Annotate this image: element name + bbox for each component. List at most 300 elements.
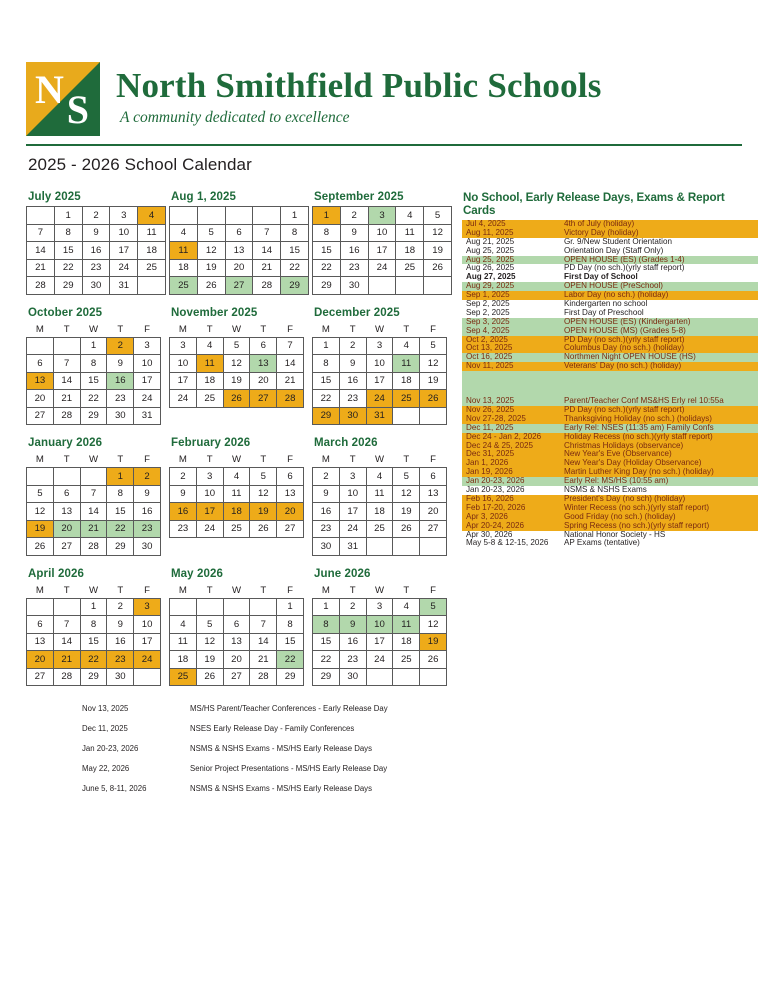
day-cell[interactable]: 14	[80, 503, 107, 521]
legend-description: Northmen Night OPEN HOUSE (HS)	[560, 353, 758, 362]
day-cell[interactable]: 17	[110, 242, 138, 260]
day-cell[interactable]: 22	[107, 520, 134, 538]
day-cell[interactable]: 13	[420, 485, 447, 503]
day-cell[interactable]: 27	[27, 668, 54, 686]
day-cell[interactable]: 4	[393, 598, 420, 616]
day-cell[interactable]: 10	[366, 355, 393, 373]
day-cell[interactable]: 29	[313, 407, 340, 425]
day-cell[interactable]: 15	[313, 633, 340, 651]
day-cell[interactable]: 24	[134, 651, 161, 669]
day-cell[interactable]: 11	[170, 242, 198, 260]
day-cell[interactable]: 28	[53, 407, 80, 425]
day-cell[interactable]: 14	[27, 242, 55, 260]
day-cell[interactable]: 26	[223, 390, 250, 408]
day-cell[interactable]: 7	[250, 616, 277, 634]
day-cell[interactable]: 24	[134, 390, 161, 408]
day-cell[interactable]: 14	[53, 372, 80, 390]
day-cell[interactable]: 5	[250, 468, 277, 486]
day-cell[interactable]: 29	[54, 277, 82, 295]
day-cell[interactable]: 17	[339, 503, 366, 521]
day-cell[interactable]: 13	[223, 633, 250, 651]
day-cell[interactable]: 14	[253, 242, 281, 260]
day-cell[interactable]: 6	[27, 616, 54, 634]
day-cell[interactable]: 18	[138, 242, 166, 260]
day-cell[interactable]: 22	[313, 259, 341, 277]
day-cell[interactable]: 21	[27, 259, 55, 277]
week-row	[27, 520, 161, 538]
day-cell[interactable]: 16	[82, 242, 110, 260]
day-cell[interactable]: 27	[277, 520, 304, 538]
day-cell[interactable]: 28	[27, 277, 55, 295]
day-cell[interactable]: 16	[339, 633, 366, 651]
day-cell[interactable]: 31	[110, 277, 138, 295]
day-cell[interactable]: 8	[54, 224, 82, 242]
day-cell[interactable]: 9	[339, 616, 366, 634]
day-cell[interactable]: 6	[53, 485, 80, 503]
weekday-header: T	[63, 454, 70, 465]
day-cell[interactable]: 22	[54, 259, 82, 277]
day-cell[interactable]: 3	[366, 598, 393, 616]
day-cell[interactable]: 23	[107, 651, 134, 669]
day-cell[interactable]: 1	[313, 207, 341, 225]
day-cell[interactable]: 18	[170, 651, 197, 669]
day-cell[interactable]: 31	[134, 407, 161, 425]
day-cell[interactable]: 21	[53, 651, 80, 669]
weekday-header: W	[88, 323, 99, 335]
day-cell[interactable]: 20	[27, 390, 54, 408]
day-cell[interactable]: 10	[110, 224, 138, 242]
day-cell[interactable]: 1	[54, 207, 82, 225]
day-cell[interactable]: 5	[420, 598, 447, 616]
day-cell[interactable]: 27	[53, 538, 80, 556]
day-cell-empty	[134, 668, 161, 686]
day-cell[interactable]: 13	[27, 633, 54, 651]
day-cell[interactable]: 23	[340, 259, 368, 277]
day-cell[interactable]: 8	[80, 616, 107, 634]
day-cell[interactable]: 30	[107, 668, 134, 686]
day-cell[interactable]: 2	[339, 598, 366, 616]
day-cell[interactable]: 18	[393, 372, 420, 390]
legend-description: 4th of July (holiday)	[560, 220, 758, 229]
day-cell[interactable]: 30	[339, 668, 366, 686]
day-cell[interactable]: 24	[170, 390, 197, 408]
day-cell[interactable]: 29	[313, 277, 341, 295]
day-cell[interactable]: 3	[134, 598, 161, 616]
day-cell[interactable]: 7	[27, 224, 55, 242]
day-cell[interactable]: 1	[313, 337, 340, 355]
day-cell[interactable]: 29	[281, 277, 309, 295]
day-cell[interactable]: 16	[339, 372, 366, 390]
legend-description: National Honor Society - HS	[560, 531, 758, 540]
day-cell[interactable]: 20	[277, 503, 304, 521]
day-cell[interactable]: 5	[424, 207, 452, 225]
legend-date: Oct 2, 2025	[462, 336, 560, 345]
day-cell[interactable]: 13	[277, 485, 304, 503]
day-cell[interactable]: 9	[107, 355, 134, 373]
day-cell[interactable]: 2	[339, 337, 366, 355]
day-cell[interactable]: 10	[339, 485, 366, 503]
day-cell[interactable]: 5	[393, 468, 420, 486]
day-cell[interactable]: 15	[281, 242, 309, 260]
day-cell[interactable]: 11	[196, 355, 223, 373]
weekday-header-row	[170, 452, 304, 468]
day-cell[interactable]: 25	[138, 259, 166, 277]
footnote-description: Senior Project Presentations - MS/HS Early Release Day	[190, 763, 388, 773]
day-cell[interactable]: 25	[223, 520, 250, 538]
day-cell[interactable]: 4	[223, 468, 250, 486]
day-cell[interactable]: 7	[277, 337, 304, 355]
day-cell[interactable]: 25	[170, 277, 198, 295]
day-cell[interactable]: 9	[82, 224, 110, 242]
day-cell[interactable]: 19	[420, 372, 447, 390]
week-row	[27, 598, 161, 616]
legend-description: Veterans' Day (no sch.) (holiday)	[560, 362, 758, 371]
day-cell[interactable]: 2	[170, 468, 197, 486]
day-cell[interactable]: 19	[420, 633, 447, 651]
day-cell[interactable]: 30	[107, 407, 134, 425]
day-cell[interactable]: 24	[366, 390, 393, 408]
day-cell[interactable]: 10	[196, 485, 223, 503]
day-cell[interactable]: 7	[53, 355, 80, 373]
day-cell[interactable]: 16	[107, 372, 134, 390]
day-cell[interactable]: 21	[253, 259, 281, 277]
day-cell[interactable]: 18	[223, 503, 250, 521]
day-cell[interactable]: 12	[196, 633, 223, 651]
month-name: April 2026	[28, 567, 84, 580]
day-cell[interactable]: 13	[53, 503, 80, 521]
day-cell[interactable]: 15	[80, 372, 107, 390]
day-cell[interactable]: 15	[54, 242, 82, 260]
legend-description: PD Day (no sch.)(yrly staff report)	[560, 264, 758, 273]
day-cell[interactable]: 9	[134, 485, 161, 503]
day-cell[interactable]: 11	[396, 224, 424, 242]
day-cell[interactable]: 18	[170, 259, 198, 277]
day-cell[interactable]: 8	[80, 355, 107, 373]
day-cell[interactable]: 17	[366, 372, 393, 390]
day-cell[interactable]: 27	[223, 668, 250, 686]
day-cell[interactable]: 28	[277, 390, 304, 408]
day-cell[interactable]: 26	[250, 520, 277, 538]
day-cell[interactable]: 12	[420, 355, 447, 373]
day-cell[interactable]: 21	[250, 651, 277, 669]
day-cell[interactable]: 16	[134, 503, 161, 521]
week-row	[27, 337, 161, 355]
day-cell[interactable]: 1	[80, 337, 107, 355]
day-cell[interactable]: 3	[110, 207, 138, 225]
weekday-header-row	[27, 322, 161, 338]
day-cell[interactable]: 31	[339, 538, 366, 556]
day-cell[interactable]: 31	[366, 407, 393, 425]
day-cell[interactable]: 4	[196, 337, 223, 355]
week-row	[27, 503, 161, 521]
day-cell[interactable]: 1	[313, 598, 340, 616]
day-cell[interactable]: 2	[107, 337, 134, 355]
weekday-header: W	[231, 323, 242, 335]
day-cell[interactable]: 15	[277, 633, 304, 651]
day-cell[interactable]: 25	[196, 390, 223, 408]
day-cell[interactable]: 30	[339, 407, 366, 425]
day-cell[interactable]: 20	[53, 520, 80, 538]
day-cell[interactable]: 30	[340, 277, 368, 295]
day-cell[interactable]: 18	[366, 503, 393, 521]
day-cell[interactable]: 21	[277, 372, 304, 390]
day-cell[interactable]: 3	[339, 468, 366, 486]
day-cell[interactable]: 2	[107, 598, 134, 616]
day-cell[interactable]: 11	[138, 224, 166, 242]
day-cell[interactable]: 15	[80, 633, 107, 651]
day-cell[interactable]: 30	[82, 277, 110, 295]
weekday-header: T	[349, 584, 356, 596]
day-cell[interactable]: 10	[366, 616, 393, 634]
day-cell[interactable]: 20	[250, 372, 277, 390]
weekday-header: W	[88, 584, 99, 596]
day-cell[interactable]: 13	[27, 372, 54, 390]
day-cell[interactable]: 13	[225, 242, 253, 260]
day-cell[interactable]: 12	[250, 485, 277, 503]
day-cell[interactable]: 1	[107, 468, 134, 486]
day-cell[interactable]: 19	[196, 651, 223, 669]
day-cell[interactable]: 2	[82, 207, 110, 225]
day-cell[interactable]: 24	[196, 520, 223, 538]
day-cell[interactable]: 26	[27, 538, 54, 556]
day-cell[interactable]: 6	[277, 468, 304, 486]
day-cell[interactable]: 21	[80, 520, 107, 538]
day-cell[interactable]: 9	[313, 485, 340, 503]
day-cell[interactable]: 5	[196, 616, 223, 634]
week-row	[313, 633, 447, 651]
day-cell[interactable]: 16	[107, 633, 134, 651]
day-cell[interactable]: 28	[250, 668, 277, 686]
day-cell[interactable]: 25	[170, 668, 197, 686]
day-cell[interactable]: 28	[80, 538, 107, 556]
day-cell[interactable]: 11	[170, 633, 197, 651]
day-cell[interactable]: 9	[107, 616, 134, 634]
day-cell[interactable]: 20	[223, 651, 250, 669]
day-cell[interactable]: 29	[107, 538, 134, 556]
day-cell[interactable]: 12	[197, 242, 225, 260]
day-cell[interactable]: 28	[253, 277, 281, 295]
day-cell[interactable]: 10	[368, 224, 396, 242]
day-cell[interactable]: 23	[134, 520, 161, 538]
day-cell[interactable]: 11	[366, 485, 393, 503]
day-cell[interactable]: 22	[313, 390, 340, 408]
day-cell[interactable]: 20	[27, 651, 54, 669]
day-cell[interactable]: 5	[420, 337, 447, 355]
day-cell[interactable]: 6	[250, 337, 277, 355]
day-cell[interactable]: 29	[313, 668, 340, 686]
day-cell[interactable]: 26	[393, 520, 420, 538]
day-cell[interactable]: 23	[339, 390, 366, 408]
day-cell[interactable]: 18	[393, 633, 420, 651]
weekday-header: T	[349, 454, 356, 465]
day-cell[interactable]: 6	[420, 468, 447, 486]
day-cell[interactable]: 12	[223, 355, 250, 373]
day-cell[interactable]: 5	[27, 485, 54, 503]
day-cell[interactable]: 25	[366, 520, 393, 538]
day-cell[interactable]: 23	[339, 651, 366, 669]
day-cell[interactable]: 7	[80, 485, 107, 503]
day-cell[interactable]: 23	[313, 520, 340, 538]
day-cell[interactable]: 24	[368, 259, 396, 277]
day-cell[interactable]: 16	[340, 242, 368, 260]
day-cell[interactable]: 23	[82, 259, 110, 277]
day-cell[interactable]: 26	[197, 277, 225, 295]
day-cell[interactable]: 3	[368, 207, 396, 225]
day-cell[interactable]: 15	[313, 242, 341, 260]
day-cell[interactable]: 9	[339, 355, 366, 373]
legend-date: Aug 11, 2025	[462, 229, 560, 238]
day-cell[interactable]: 25	[393, 390, 420, 408]
day-cell[interactable]: 22	[80, 651, 107, 669]
day-cell[interactable]: 6	[225, 224, 253, 242]
month-grid	[312, 206, 452, 295]
week-row	[313, 390, 447, 408]
day-cell[interactable]: 8	[313, 616, 340, 634]
day-cell[interactable]: 1	[277, 598, 304, 616]
day-cell[interactable]: 17	[366, 633, 393, 651]
day-cell[interactable]: 3	[366, 337, 393, 355]
day-cell[interactable]: 4	[393, 337, 420, 355]
month-grid	[26, 206, 166, 295]
day-cell[interactable]: 22	[277, 651, 304, 669]
day-cell[interactable]: 30	[313, 538, 340, 556]
day-cell[interactable]: 25	[396, 259, 424, 277]
month-block	[26, 568, 163, 687]
day-cell[interactable]: 18	[196, 372, 223, 390]
day-cell[interactable]: 22	[313, 651, 340, 669]
day-cell[interactable]: 26	[196, 668, 223, 686]
day-cell[interactable]: 30	[134, 538, 161, 556]
day-cell[interactable]: 12	[420, 616, 447, 634]
day-cell[interactable]: 10	[134, 355, 161, 373]
day-cell[interactable]: 12	[424, 224, 452, 242]
day-cell[interactable]: 17	[134, 633, 161, 651]
day-cell[interactable]: 15	[107, 503, 134, 521]
week-row	[313, 259, 452, 277]
day-cell[interactable]: 6	[223, 616, 250, 634]
day-cell[interactable]: 4	[396, 207, 424, 225]
day-cell[interactable]: 19	[27, 520, 54, 538]
day-cell[interactable]: 18	[396, 242, 424, 260]
day-cell[interactable]: 17	[196, 503, 223, 521]
day-cell[interactable]: 11	[223, 485, 250, 503]
legend-date: Aug 29, 2025	[462, 282, 560, 291]
day-cell[interactable]: 22	[281, 259, 309, 277]
day-cell[interactable]: 26	[420, 390, 447, 408]
day-cell[interactable]: 3	[170, 337, 197, 355]
day-cell[interactable]: 26	[420, 651, 447, 669]
day-cell[interactable]: 24	[339, 520, 366, 538]
day-cell[interactable]: 20	[420, 503, 447, 521]
day-cell[interactable]: 2	[313, 468, 340, 486]
day-cell[interactable]: 12	[393, 485, 420, 503]
day-cell[interactable]: 23	[107, 390, 134, 408]
day-cell[interactable]: 20	[225, 259, 253, 277]
day-cell[interactable]: 4	[366, 468, 393, 486]
day-cell[interactable]: 9	[170, 485, 197, 503]
day-cell[interactable]: 5	[223, 337, 250, 355]
day-cell[interactable]: 10	[170, 355, 197, 373]
day-cell[interactable]: 21	[53, 390, 80, 408]
day-cell[interactable]: 4	[138, 207, 166, 225]
day-cell[interactable]: 14	[277, 355, 304, 373]
day-cell[interactable]: 10	[134, 616, 161, 634]
weekday-header: M	[178, 584, 187, 596]
day-cell[interactable]: 17	[134, 372, 161, 390]
day-cell[interactable]: 29	[80, 407, 107, 425]
day-cell[interactable]: 8	[313, 224, 341, 242]
day-cell[interactable]: 27	[27, 407, 54, 425]
day-cell[interactable]: 17	[170, 372, 197, 390]
day-cell[interactable]: 5	[197, 224, 225, 242]
day-cell[interactable]: 17	[368, 242, 396, 260]
day-cell[interactable]: 19	[197, 259, 225, 277]
month-name: July 2025	[28, 191, 81, 203]
day-cell[interactable]: 23	[170, 520, 197, 538]
day-cell[interactable]: 1	[281, 207, 309, 225]
day-cell[interactable]: 4	[170, 616, 197, 634]
day-cell[interactable]: 27	[225, 277, 253, 295]
day-cell[interactable]: 8	[277, 616, 304, 634]
day-cell[interactable]: 12	[27, 503, 54, 521]
legend-date	[462, 371, 560, 397]
day-cell[interactable]: 19	[393, 503, 420, 521]
day-cell[interactable]: 14	[250, 633, 277, 651]
day-cell[interactable]: 3	[196, 468, 223, 486]
day-cell[interactable]: 27	[250, 390, 277, 408]
day-cell[interactable]: 27	[420, 520, 447, 538]
day-cell[interactable]: 7	[53, 616, 80, 634]
day-cell[interactable]: 16	[313, 503, 340, 521]
day-cell[interactable]: 11	[393, 616, 420, 634]
day-cell[interactable]: 8	[107, 485, 134, 503]
weekday-header: W	[374, 454, 385, 465]
day-cell[interactable]: 19	[223, 372, 250, 390]
day-cell[interactable]: 29	[277, 668, 304, 686]
day-cell[interactable]: 7	[253, 224, 281, 242]
months-host	[26, 191, 456, 686]
legend-date: Aug 25, 2025	[462, 256, 560, 265]
day-cell[interactable]: 8	[313, 355, 340, 373]
day-cell[interactable]: 11	[393, 355, 420, 373]
day-cell[interactable]: 26	[424, 259, 452, 277]
day-cell[interactable]: 3	[134, 337, 161, 355]
day-cell[interactable]: 6	[27, 355, 54, 373]
day-cell[interactable]: 14	[53, 633, 80, 651]
day-cell[interactable]: 19	[424, 242, 452, 260]
month-grid	[26, 583, 161, 687]
day-cell[interactable]: 19	[250, 503, 277, 521]
day-cell[interactable]: 2	[134, 468, 161, 486]
day-cell[interactable]: 2	[340, 207, 368, 225]
day-cell[interactable]: 28	[53, 668, 80, 686]
day-cell[interactable]: 4	[170, 224, 198, 242]
day-cell[interactable]: 1	[80, 598, 107, 616]
day-cell[interactable]: 15	[313, 372, 340, 390]
day-cell[interactable]: 9	[340, 224, 368, 242]
weekday-header: F	[430, 454, 437, 465]
day-cell-empty	[27, 468, 54, 486]
day-cell[interactable]: 25	[393, 651, 420, 669]
weekday-header: M	[321, 454, 330, 465]
day-cell[interactable]: 13	[250, 355, 277, 373]
day-cell[interactable]: 29	[80, 668, 107, 686]
day-cell[interactable]: 24	[110, 259, 138, 277]
day-cell[interactable]: 24	[366, 651, 393, 669]
day-cell[interactable]: 22	[80, 390, 107, 408]
day-cell[interactable]: 8	[281, 224, 309, 242]
day-cell[interactable]: 16	[170, 503, 197, 521]
